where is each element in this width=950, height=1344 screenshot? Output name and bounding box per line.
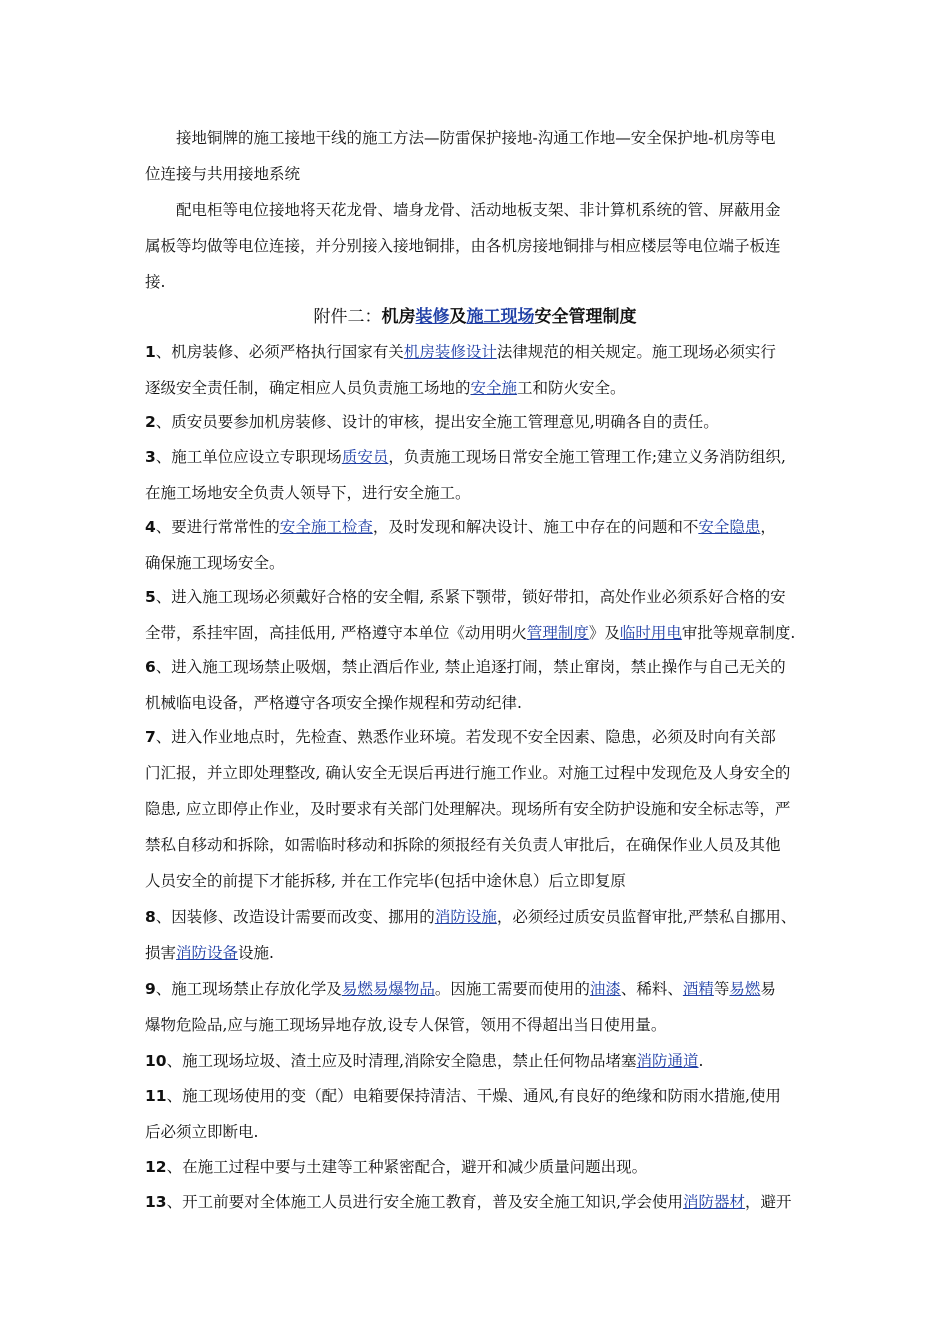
item-text: 工和防火安全。 xyxy=(517,379,626,397)
heading-link-site[interactable]: 施工现场 xyxy=(466,307,535,327)
item-text: 、在施工过程中要与土建等工种紧密配合，避开和减少质量问题出现。 xyxy=(166,1158,648,1176)
list-item-11-cont: 后必须立即断电. xyxy=(145,1123,259,1141)
link-fire-facilities[interactable]: 消防设施 xyxy=(434,908,497,926)
list-item-9 xyxy=(145,979,776,999)
list-item-6 xyxy=(145,657,786,677)
item-text: 法律规范的相关规定。施工现场必须实行 xyxy=(496,343,776,361)
item-text: 。因施工需要而使用的 xyxy=(434,980,590,998)
heading-link-decoration[interactable]: 装修 xyxy=(415,307,450,327)
link-alcohol[interactable]: 酒精 xyxy=(682,980,714,998)
link-safety-hazard[interactable]: 安全隐患 xyxy=(698,518,761,536)
link-safety-inspection[interactable]: 安全施工检查 xyxy=(279,518,373,536)
link-temporary-power[interactable]: 临时用电 xyxy=(619,624,682,642)
intro-line: 配电柜等电位接地将天花龙骨、墙身龙骨、活动地板支架、非计算机系统的管、屏蔽用金 xyxy=(176,201,781,219)
item-text: 、质安员要参加机房装修、设计的审核，提出安全施工管理意见,明确各自的责任。 xyxy=(155,413,719,431)
item-number: 10 xyxy=(145,1052,167,1070)
list-item-1-cont xyxy=(145,378,626,398)
item-text: 、稀料、 xyxy=(620,980,683,998)
item-text: 等 xyxy=(713,980,730,998)
item-number: 4 xyxy=(145,518,156,536)
list-item-3-cont: 在施工场地安全负责人领导下，进行安全施工。 xyxy=(145,484,471,502)
item-text: 损害 xyxy=(145,944,177,962)
item-number: 1 xyxy=(145,343,156,361)
list-item-7-cont: 隐患, 应立即停止作业，及时要求有关部门处理解决。现场所有安全防护设施和安全标志等，严 xyxy=(145,800,791,818)
item-text: ，必须经过质安员监督审批,严禁私自挪用、 xyxy=(496,908,797,926)
list-item-4 xyxy=(145,517,776,537)
link-safety-officer[interactable]: 质安员 xyxy=(341,448,389,466)
list-item-7-cont: 人员安全的前提下才能拆移, 并在工作完毕(包括中途休息）后立即复原 xyxy=(145,872,626,890)
item-text: 、施工单位应设立专职现场 xyxy=(155,448,342,466)
item-text: 、要进行常常性的 xyxy=(155,518,280,536)
list-item-6-cont: 机械临电设备，严格遵守各项安全操作规程和劳动纪律. xyxy=(145,694,522,712)
item-number: 12 xyxy=(145,1158,167,1176)
intro-line: 位连接与共用接地系统 xyxy=(145,165,301,183)
link-fire-equipment[interactable]: 消防设备 xyxy=(176,944,239,962)
list-item-7-cont: 门汇报，并立即处理整改, 确认安全无误后再进行施工作业。对施工过程中发现危及人身安全的 xyxy=(145,764,791,782)
link-fire-passage[interactable]: 消防通道 xyxy=(636,1052,699,1070)
item-text: 易 xyxy=(760,980,776,998)
item-text: ， xyxy=(760,518,776,536)
item-number: 11 xyxy=(145,1087,167,1105)
item-text: 、施工现场垃圾、渣土应及时清理,消除安全隐患，禁止任何物品堵塞 xyxy=(166,1052,637,1070)
intro-line: 接. xyxy=(145,273,166,291)
item-text: ，及时发现和解决设计、施工中存在的问题和不 xyxy=(372,518,699,536)
link-management-system[interactable]: 管理制度 xyxy=(526,624,589,642)
item-number: 8 xyxy=(145,908,156,926)
heading-text: 及 xyxy=(449,307,467,327)
item-text: ，避开 xyxy=(745,1193,792,1211)
list-item-4-cont: 确保施工现场安全。 xyxy=(145,554,285,572)
link-paint[interactable]: 油漆 xyxy=(589,980,621,998)
list-item-12 xyxy=(145,1157,647,1177)
list-item-8-cont xyxy=(145,943,274,963)
list-item-5 xyxy=(145,587,786,607)
item-text: ，负责施工现场日常安全施工管理工作;建立义务消防组织, xyxy=(388,448,786,466)
item-number: 9 xyxy=(145,980,156,998)
item-text: 、进入施工现场必须戴好合格的安全帽, 系紧下颚带，锁好带扣，高处作业必须系好合格的安 xyxy=(155,588,786,606)
item-text: 、开工前要对全体施工人员进行安全施工教育，普及安全施工知识,学会使用 xyxy=(166,1193,684,1211)
item-text: 全带，系挂牢固，高挂低用, 严格遵守本单位《动用明火 xyxy=(145,624,527,642)
item-number: 2 xyxy=(145,413,156,431)
item-text: 、因装修、改造设计需要而改变、挪用的 xyxy=(155,908,435,926)
intro-line: 属板等均做等电位连接，并分别接入接地铜排，由各机房接地铜排与相应楼层等电位端子板连 xyxy=(145,237,781,255)
list-item-9-cont: 爆物危险品,应与施工现场异地存放,设专人保管，领用不得超出当日使用量。 xyxy=(145,1016,667,1034)
item-text: 审批等规章制度. xyxy=(681,624,796,642)
item-number: 6 xyxy=(145,658,156,676)
heading-text: 安全管理制度 xyxy=(534,307,637,327)
list-item-7-cont: 禁私自移动和拆除，如需临时移动和拆除的须报经有关负责人审批后，在确保作业人员及其他 xyxy=(145,836,781,854)
link-safety-construction[interactable]: 安全施 xyxy=(470,379,518,397)
item-number: 7 xyxy=(145,728,156,746)
intro-line: 接地铜牌的施工接地干线的施工方法—防雷保护接地-沟通工作地—安全保护地-机房等电 xyxy=(176,129,776,147)
item-text: 、进入施工现场禁止吸烟，禁止酒后作业, 禁止追逐打闹，禁止窜岗，禁止操作与自己无关的 xyxy=(155,658,786,676)
item-text: 逐级安全责任制，确定相应人员负责施工场地的 xyxy=(145,379,471,397)
item-number: 3 xyxy=(145,448,156,466)
item-text: . xyxy=(698,1052,704,1070)
link-room-design[interactable]: 机房装修设计 xyxy=(403,343,497,361)
link-flammable[interactable]: 易燃 xyxy=(729,980,761,998)
link-flammable-items[interactable]: 易燃易爆物品 xyxy=(341,980,435,998)
list-item-2 xyxy=(145,412,719,432)
appendix-heading xyxy=(0,306,950,328)
list-item-11 xyxy=(145,1086,781,1106)
heading-prefix: 附件二： xyxy=(313,307,382,327)
list-item-10 xyxy=(145,1051,703,1071)
item-number: 13 xyxy=(145,1193,167,1211)
link-fire-extinguisher[interactable]: 消防器材 xyxy=(683,1193,746,1211)
item-text: 、施工现场禁止存放化学及 xyxy=(155,980,342,998)
item-text: 、进入作业地点时，先检查、熟悉作业环境。若发现不安全因素、隐患，必须及时向有关部 xyxy=(155,728,776,746)
list-item-3 xyxy=(145,447,786,467)
list-item-7 xyxy=(145,727,776,747)
list-item-5-cont xyxy=(145,623,795,643)
item-text: 、施工现场使用的变（配）电箱要保持清洁、干燥、通风,有良好的绝缘和防雨水措施,使用 xyxy=(166,1087,781,1105)
heading-text: 机房 xyxy=(381,307,416,327)
list-item-8 xyxy=(145,907,796,927)
list-item-1 xyxy=(145,342,776,362)
item-text: 、机房装修、必须严格执行国家有关 xyxy=(155,343,404,361)
item-text: 》及 xyxy=(588,624,620,642)
item-number: 5 xyxy=(145,588,156,606)
list-item-13 xyxy=(145,1192,792,1212)
item-text: 设施. xyxy=(238,944,274,962)
